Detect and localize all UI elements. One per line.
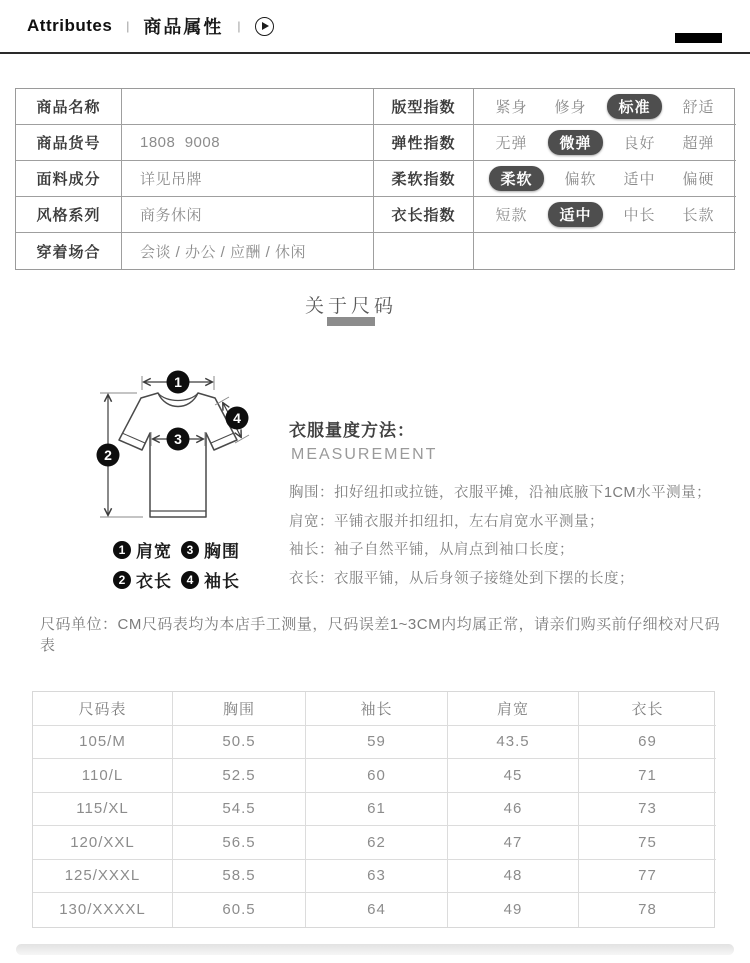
option: 长款 xyxy=(682,207,715,224)
size-cell: 46 xyxy=(448,793,579,827)
legend-number-badge: 3 xyxy=(181,541,199,559)
option: 短款 xyxy=(495,207,528,224)
option: 中长 xyxy=(623,207,656,224)
size-col-header: 肩宽 xyxy=(448,692,579,726)
option: 超弹 xyxy=(682,135,715,152)
size-col-header: 尺码表 xyxy=(33,692,173,726)
measurement-line: 袖长：袖子自然平铺，从肩点到袖口长度； xyxy=(289,542,574,558)
size-section-title: 关于尺码 xyxy=(304,296,397,317)
size-cell: 130/XXXXL xyxy=(33,893,173,927)
attributes-table xyxy=(15,88,735,270)
size-cell: 62 xyxy=(306,826,448,860)
play-triangle-icon xyxy=(262,22,269,30)
size-cell: 110/L xyxy=(33,759,173,793)
diagram-legend xyxy=(113,537,249,597)
size-cell: 115/XL xyxy=(33,793,173,827)
legend-label: 衣长 xyxy=(136,572,172,591)
size-cell: 47 xyxy=(448,826,579,860)
attr-value: 1808 9008 xyxy=(122,125,374,161)
size-cell: 54.5 xyxy=(173,793,306,827)
size-cell: 45 xyxy=(448,759,579,793)
tshirt-measure-diagram xyxy=(85,368,260,530)
size-cell: 63 xyxy=(306,860,448,894)
option: 无弹 xyxy=(495,135,528,152)
play-circle-icon[interactable] xyxy=(255,17,274,36)
size-cell: 48 xyxy=(448,860,579,894)
option: 修身 xyxy=(554,99,587,116)
size-unit-note: 尺码单位：CM尺码表均为本店手工测量，尺码误差1~3CM内均属正常，请亲们购买前仔细校对尺码表 xyxy=(40,616,721,654)
size-cell: 125/XXXL xyxy=(33,860,173,894)
size-cell: 73 xyxy=(579,793,716,827)
tshirt-outline xyxy=(119,393,237,517)
size-cell: 60 xyxy=(306,759,448,793)
size-cell: 77 xyxy=(579,860,716,894)
measurement-line: 衣长：衣服平铺，从后身领子接缝处到下摆的长度； xyxy=(289,570,634,587)
attr-label: 穿着场合 xyxy=(16,233,122,269)
attr-value xyxy=(122,89,374,125)
size-cell: 43.5 xyxy=(448,726,579,760)
legend-number-badge: 2 xyxy=(113,571,131,589)
measurement-line: 胸围：扣好纽扣或拉链，衣服平摊，沿袖底腋下1CM水平测量； xyxy=(289,485,712,501)
index-options xyxy=(474,161,736,197)
legend-label: 胸围 xyxy=(204,542,240,561)
header-divider: | xyxy=(126,19,130,33)
option: 舒适 xyxy=(682,99,715,116)
option-selected: 柔软 xyxy=(489,166,543,191)
option-selected: 微弹 xyxy=(548,130,602,155)
size-cell: 69 xyxy=(579,726,716,760)
measurement-method xyxy=(289,416,739,593)
size-cell: 58.5 xyxy=(173,860,306,894)
size-cell: 59 xyxy=(306,726,448,760)
index-options xyxy=(474,197,736,233)
legend-label: 袖长 xyxy=(204,572,240,591)
measurement-lines xyxy=(289,479,739,593)
option: 紧身 xyxy=(495,99,528,116)
index-options xyxy=(474,89,736,125)
index-label: 柔软指数 xyxy=(374,161,474,197)
page-bottom-shadow xyxy=(16,944,734,955)
index-options xyxy=(474,125,736,161)
header-title-en: Attributes xyxy=(27,16,113,35)
size-chart-table xyxy=(32,691,715,928)
attr-value: 商务休闲 xyxy=(122,197,374,233)
svg-text:3: 3 xyxy=(174,431,182,447)
svg-text:4: 4 xyxy=(233,410,241,426)
attr-value: 详见吊牌 xyxy=(122,161,374,197)
size-cell: 49 xyxy=(448,893,579,927)
header-title-zh: 商品属性 xyxy=(143,17,224,37)
measurement-line: 肩宽：平铺衣服并扣纽扣，左右肩宽水平测量； xyxy=(289,513,604,530)
size-col-header: 袖长 xyxy=(306,692,448,726)
measurement-subtitle: MEASUREMENT xyxy=(291,446,438,463)
size-cell: 120/XXL xyxy=(33,826,173,860)
size-cell: 78 xyxy=(638,901,657,919)
size-cell: 71 xyxy=(579,759,716,793)
legend-row xyxy=(113,567,249,592)
header-black-bar xyxy=(675,33,722,43)
header-divider: | xyxy=(237,19,241,33)
svg-text:1: 1 xyxy=(174,374,182,390)
index-options xyxy=(474,233,736,269)
size-cell: 50.5 xyxy=(173,726,306,760)
size-cell: 56.5 xyxy=(173,826,306,860)
legend-row xyxy=(113,537,249,562)
attr-value: 会谈 / 办公 / 应酬 / 休闲 xyxy=(122,233,374,269)
size-cell: 61 xyxy=(306,793,448,827)
index-label xyxy=(374,233,474,269)
attr-label: 商品货号 xyxy=(16,125,122,161)
index-label: 版型指数 xyxy=(374,89,474,125)
size-col-header: 衣长 xyxy=(579,692,716,726)
legend-number-badge: 1 xyxy=(113,541,131,559)
option-selected: 标准 xyxy=(607,94,661,119)
option: 适中 xyxy=(623,171,656,188)
size-cell: 52.5 xyxy=(173,759,306,793)
size-cell: 64 xyxy=(306,893,448,927)
index-label: 弹性指数 xyxy=(374,125,474,161)
section-header xyxy=(0,0,750,54)
option: 良好 xyxy=(623,135,656,152)
size-col-header: 胸围 xyxy=(173,692,306,726)
option: 偏软 xyxy=(564,171,597,188)
svg-text:2: 2 xyxy=(104,447,112,463)
attr-label: 面料成分 xyxy=(16,161,122,197)
size-cell: 105/M xyxy=(33,726,173,760)
size-cell: 75 xyxy=(579,826,716,860)
attr-label: 风格系列 xyxy=(16,197,122,233)
legend-label: 肩宽 xyxy=(136,542,172,561)
legend-number-badge: 4 xyxy=(181,571,199,589)
size-cell: 60.5 xyxy=(173,893,306,927)
measurement-title: 衣服量度方法： xyxy=(289,421,415,440)
title-underline-bar xyxy=(327,317,375,326)
attr-label: 商品名称 xyxy=(16,89,122,125)
index-label: 衣长指数 xyxy=(374,197,474,233)
option: 偏硬 xyxy=(682,171,715,188)
option-selected: 适中 xyxy=(548,202,602,227)
